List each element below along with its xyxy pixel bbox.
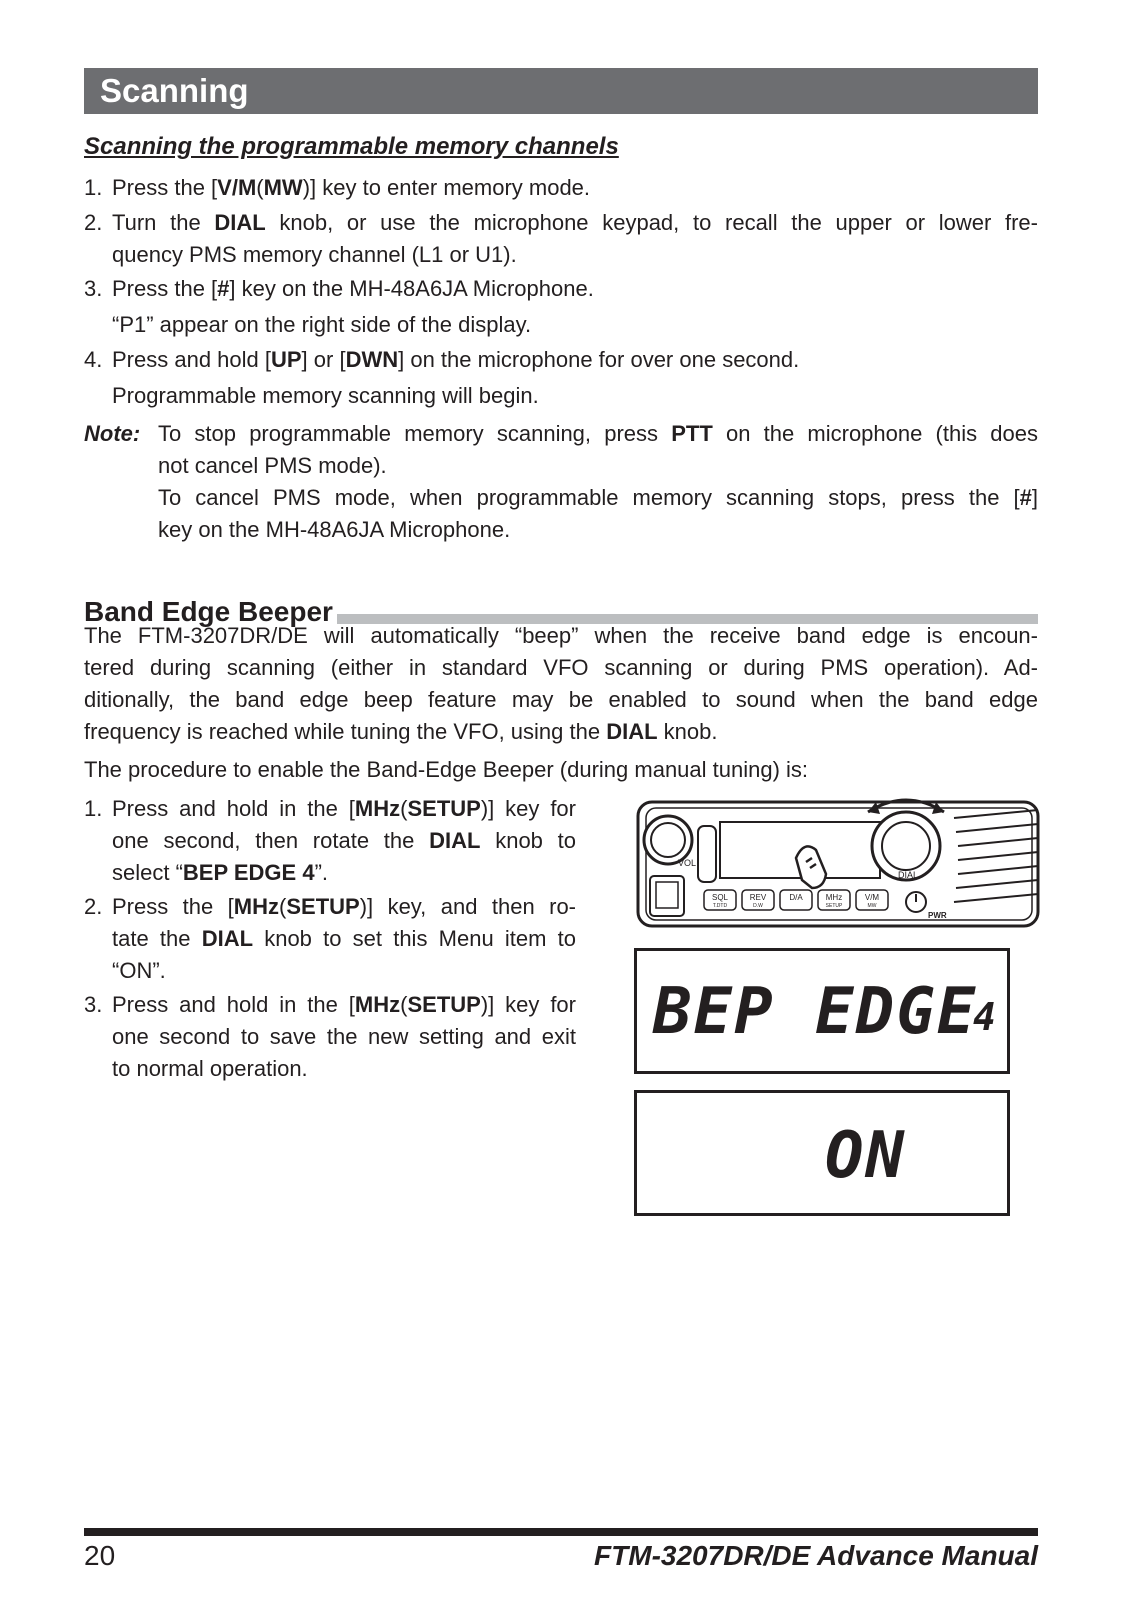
text-line (158, 450, 387, 482)
text-run: Press and hold in the [ (112, 992, 355, 1017)
text-line (112, 309, 531, 341)
bold-term: DWN (345, 347, 399, 372)
text-run: ( (400, 796, 408, 821)
text-line (112, 891, 576, 923)
text-line (112, 239, 517, 271)
radio-key-label: MHz (825, 893, 843, 902)
text-line (112, 989, 576, 1021)
text-run: )] key, and then ro- (359, 894, 576, 919)
step-number: 4. (84, 347, 103, 372)
bold-term: PTT (671, 421, 713, 446)
text-run: ( (256, 175, 264, 200)
step-number: 2. (84, 894, 103, 919)
subsection-title: Scanning the programmable memory channels (84, 133, 619, 160)
radio-key-sublabel: T.DTD (712, 903, 728, 909)
text-line (112, 1021, 576, 1053)
lcd-menu-text: BEP EDGE (653, 975, 978, 1049)
lcd-display-value (634, 1090, 1010, 1216)
text-run: ( (279, 894, 287, 919)
lcd-menu-digit: 4 (973, 995, 996, 1039)
text-run: Programmable memory scanning will begin. (112, 383, 539, 408)
radio-front-panel-illustration (636, 796, 1040, 936)
step-number: 1. (84, 175, 103, 200)
vol-knob-icon (644, 816, 692, 864)
text-run: To stop programmable memory scanning, press (158, 421, 672, 446)
power-label: PWR (928, 911, 947, 920)
bold-term: DIAL (214, 210, 266, 235)
text-run: ] (1031, 485, 1038, 510)
radio-key-label: D/A (789, 893, 803, 902)
power-button-icon (906, 892, 926, 912)
bold-term: MHz (354, 992, 401, 1017)
text-run: ditionally, the band edge beep feature may be enabled to sound when the band edge (84, 687, 1038, 712)
text-run: knob, or use the microphone keypad, to recall the upper or lower fre- (265, 210, 1038, 235)
front-panel-keys (704, 890, 888, 910)
text-run: To cancel PMS mode, when programmable memory scanning stops, press the [ (158, 485, 1020, 510)
text-line (84, 716, 717, 748)
bold-term: # (1019, 485, 1032, 510)
bold-term: MHz (354, 796, 401, 821)
vol-label: VOL (678, 858, 697, 868)
text-line (158, 418, 1038, 450)
footer-rule (84, 1528, 1038, 1536)
radio-key-label: SQL (711, 893, 729, 902)
text-run: Press and hold [ (112, 347, 271, 372)
text-run: )] key for (480, 796, 576, 821)
step-number: 1. (84, 796, 103, 821)
radio-key-sublabel: MW (867, 903, 877, 909)
bold-term: DIAL (201, 926, 254, 951)
text-run: ] key on the MH-48A6JA Microphone. (229, 276, 594, 301)
section-title: Scanning (100, 72, 249, 109)
lcd-value-text: ON (825, 1119, 907, 1193)
text-line (112, 857, 328, 889)
bold-term: MW (263, 175, 303, 200)
text-line (112, 172, 590, 204)
dial-label: DIAL (898, 870, 919, 880)
bold-term: BEP EDGE 4 (182, 860, 315, 885)
text-line (84, 620, 1038, 652)
text-line (112, 793, 576, 825)
text-line (112, 1053, 308, 1085)
radio-key-label: REV (749, 893, 767, 902)
radio-key (856, 890, 888, 910)
bold-term: UP (270, 347, 302, 372)
text-run: tate the (112, 926, 202, 951)
radio-key (704, 890, 736, 910)
text-run: knob to set this Menu item to (253, 926, 576, 951)
radio-key (780, 890, 812, 910)
lcd-display-menu (634, 948, 1010, 1074)
text-run: Press the [ (112, 276, 218, 301)
text-run: )] key for (480, 992, 576, 1017)
bold-term: SETUP (407, 796, 481, 821)
section-header-bar (84, 68, 1038, 114)
note-label: Note: (84, 421, 141, 446)
text-line (112, 955, 166, 987)
text-run: tered during scanning (either in standard VFO scanning or during PMS operation). Ad- (84, 655, 1038, 680)
step-number: 3. (84, 992, 103, 1017)
text-line (112, 207, 1038, 239)
text-run: quency PMS memory channel (L1 or U1). (112, 242, 517, 267)
section-heading: Band Edge Beeper (84, 596, 337, 628)
text-run: frequency is reached while tuning the VFO, using the (84, 719, 607, 744)
bold-term: V/M (217, 175, 257, 200)
text-run: ( (400, 992, 408, 1017)
procedure-intro: The procedure to enable the Band-Edge Beeper (during manual tuning) is: (84, 757, 809, 782)
text-run: to normal operation. (112, 1056, 308, 1081)
text-run: Press the [ (112, 894, 234, 919)
text-run: The FTM-3207DR/DE will automatically “beep” when the receive band edge is encoun- (84, 623, 1038, 648)
text-line (158, 482, 1038, 514)
step-number: 3. (84, 276, 103, 301)
bold-term: SETUP (407, 992, 481, 1017)
radio-key-sublabel: SETUP (825, 903, 843, 909)
text-line (112, 380, 539, 412)
text-run: on the microphone (this does (712, 421, 1038, 446)
radio-key (742, 890, 774, 910)
text-run: ”. (314, 860, 329, 885)
text-run: Press and hold in the [ (112, 796, 355, 821)
text-run: ] on the microphone for over one second. (398, 347, 800, 372)
text-run: )] key to enter memory mode. (302, 175, 591, 200)
text-run: ] or [ (301, 347, 346, 372)
radio-key-label: V/M (864, 893, 880, 902)
text-run: key on the MH-48A6JA Microphone. (158, 517, 511, 542)
text-line (112, 273, 594, 305)
text-run: “ON”. (112, 958, 166, 983)
text-line (112, 344, 799, 376)
text-line (84, 652, 1038, 684)
text-line (112, 923, 576, 955)
step-number: 2. (84, 210, 103, 235)
bold-term: # (217, 276, 230, 301)
text-line (112, 825, 576, 857)
radio-key-sublabel: D.W (753, 903, 763, 909)
text-run: knob to (480, 828, 577, 853)
bold-term: DIAL (429, 828, 481, 853)
text-run: select “ (112, 860, 183, 885)
text-run: Turn the (112, 210, 215, 235)
text-line (158, 514, 510, 546)
radio-key (818, 890, 850, 910)
bold-term: MHz (233, 894, 280, 919)
text-run: not cancel PMS mode). (158, 453, 387, 478)
bold-term: SETUP (286, 894, 360, 919)
text-run: “P1” appear on the right side of the display. (112, 312, 532, 337)
text-run: one second to save the new setting and exit (112, 1024, 576, 1049)
footer-title: FTM-3207DR/DE Advance Manual (594, 1540, 1038, 1571)
text-line (84, 684, 1038, 716)
text-run: Press the [ (112, 175, 218, 200)
text-run: one second, then rotate the (112, 828, 430, 853)
text-run: knob. (657, 719, 718, 744)
bold-term: DIAL (606, 719, 658, 744)
page-number: 20 (84, 1540, 116, 1571)
